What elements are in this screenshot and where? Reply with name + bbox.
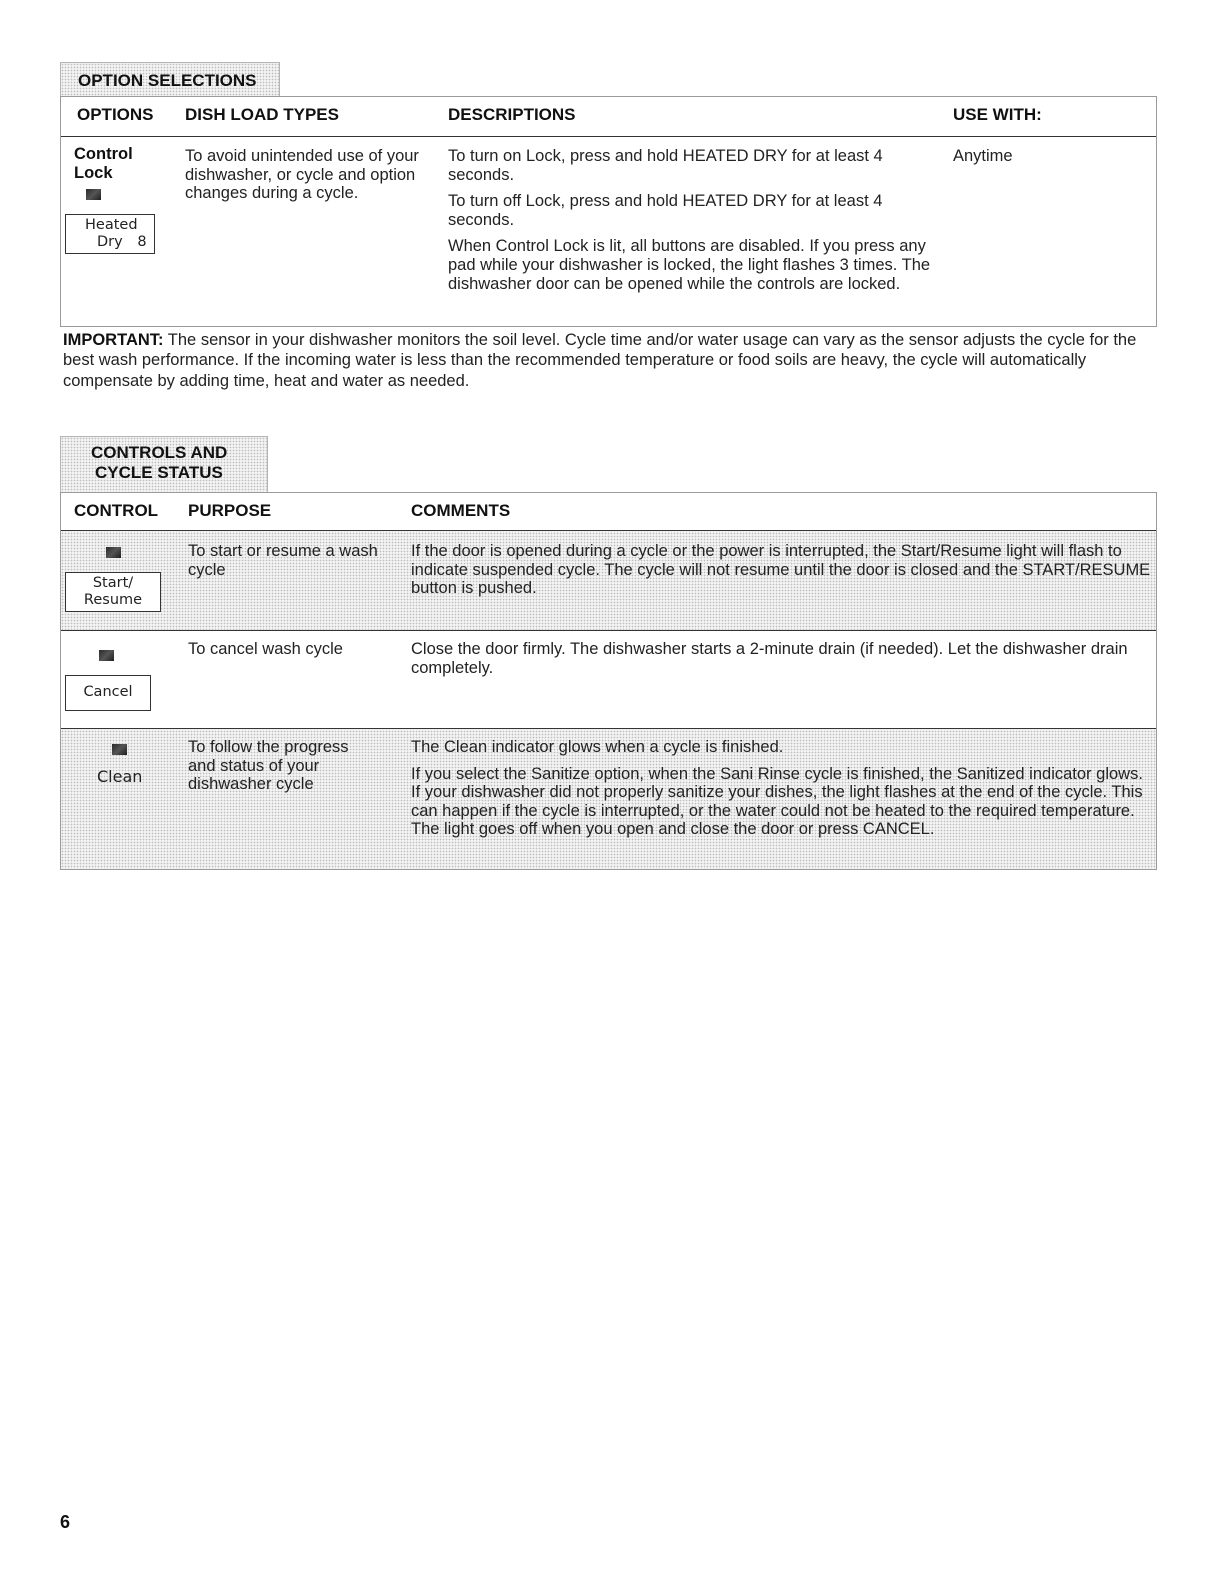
option-selections-table <box>60 96 1157 327</box>
heated-dry-button[interactable] <box>65 214 155 254</box>
start-resume-label-line2: Resume <box>83 592 143 608</box>
cancel-label: Cancel <box>83 684 133 700</box>
header-dish-load-types: DISH LOAD TYPES <box>185 105 339 124</box>
option-selections-header <box>61 97 1156 137</box>
clean-row <box>61 729 1156 869</box>
control-lock-indicator <box>86 189 101 200</box>
page-number: 6 <box>60 1512 71 1532</box>
controls-section <box>60 436 1157 870</box>
cancel-button[interactable] <box>65 675 151 711</box>
clean-indicator <box>112 744 127 755</box>
controls-title-line1: CONTROLS AND <box>91 443 228 462</box>
header-comments: COMMENTS <box>411 501 511 520</box>
controls-header <box>61 493 1156 531</box>
control-lock-name: Control Lock <box>74 145 133 182</box>
important-text: The sensor in your dishwasher monitors the soil level. Cycle time and/or water usage can vary as the sensor adjusts the cycle for the best wash performance. If the incoming water is less than the recommended temperature or food soils are heavy, the cycle will automatically compensate by adding time, heat and water as needed. <box>63 331 1137 390</box>
start-resume-comments: If the door is opened during a cycle or the power is interrupted, the Start/Resume light will flash to indicate suspended cycle. The cycle will not resume until the door is closed and the START/RESUME button is pushed. <box>411 542 1151 598</box>
important-label: IMPORTANT: <box>63 331 164 349</box>
option-selections-title: OPTION SELECTIONS <box>78 71 257 90</box>
start-resume-row <box>61 531 1156 631</box>
start-resume-indicator <box>106 547 121 558</box>
clean-label: Clean <box>97 767 143 786</box>
lock-icon: 8 <box>137 234 147 250</box>
start-resume-button[interactable] <box>65 572 161 612</box>
important-note <box>63 330 1158 391</box>
start-resume-purpose: To start or resume a wash cycle <box>188 542 378 579</box>
description-turn-on: To turn on Lock, press and hold HEATED DRY for at least 4 seconds. <box>448 147 883 184</box>
header-purpose: PURPOSE <box>188 501 272 520</box>
header-options: OPTIONS <box>77 105 154 124</box>
description-turn-off: To turn off Lock, press and hold HEATED DRY for at least 4 seconds. <box>448 192 883 229</box>
controls-title-line2: CYCLE STATUS <box>95 463 223 482</box>
heated-dry-label-line2: Dry <box>97 234 123 250</box>
clean-comments <box>411 738 1151 847</box>
cancel-purpose: To cancel wash cycle <box>188 640 343 658</box>
controls-tab <box>60 436 268 492</box>
controls-table <box>60 492 1157 870</box>
clean-purpose: To follow the progress and status of your dishwasher cycle <box>188 738 349 794</box>
header-use-with: USE WITH: <box>953 105 1042 124</box>
control-lock-descriptions <box>448 147 938 301</box>
clean-comment-2: If you select the Sanitize option, when the Sani Rinse cycle is finished, the Sanitized indicator glows. If your dishwasher did not properly sanitize your dishes, the light flashes at the end of the cycle. This can happen if the cycle is interrupted, or the water could not be heated to the required temperature. The light goes off when you open and close the door or press CANCEL. <box>411 764 1143 839</box>
header-descriptions: DESCRIPTIONS <box>448 105 576 124</box>
start-resume-label-line1: Start/ <box>92 575 134 591</box>
option-selections-tab <box>60 62 280 96</box>
clean-comment-1: The Clean indicator glows when a cycle is finished. <box>411 738 784 756</box>
cancel-comments: Close the door firmly. The dishwasher starts a 2-minute drain (if needed). Let the dishwasher drain completely. <box>411 640 1128 677</box>
control-lock-dish-load-type: To avoid unintended use of your dishwasher, or cycle and option changes during a cycle. <box>185 147 419 203</box>
cancel-indicator <box>99 650 114 661</box>
option-selections-section <box>60 62 1157 327</box>
cancel-row <box>61 631 1156 729</box>
control-lock-use-with: Anytime <box>953 147 1013 165</box>
header-control: CONTROL <box>74 501 159 520</box>
heated-dry-label-line1: Heated <box>85 217 138 233</box>
control-lock-row <box>61 137 1156 326</box>
description-lit: When Control Lock is lit, all buttons are disabled. If you press any pad while your dishwasher is locked, the light flashes 3 times. The dishwasher door can be opened while the controls are locked. <box>448 237 931 293</box>
